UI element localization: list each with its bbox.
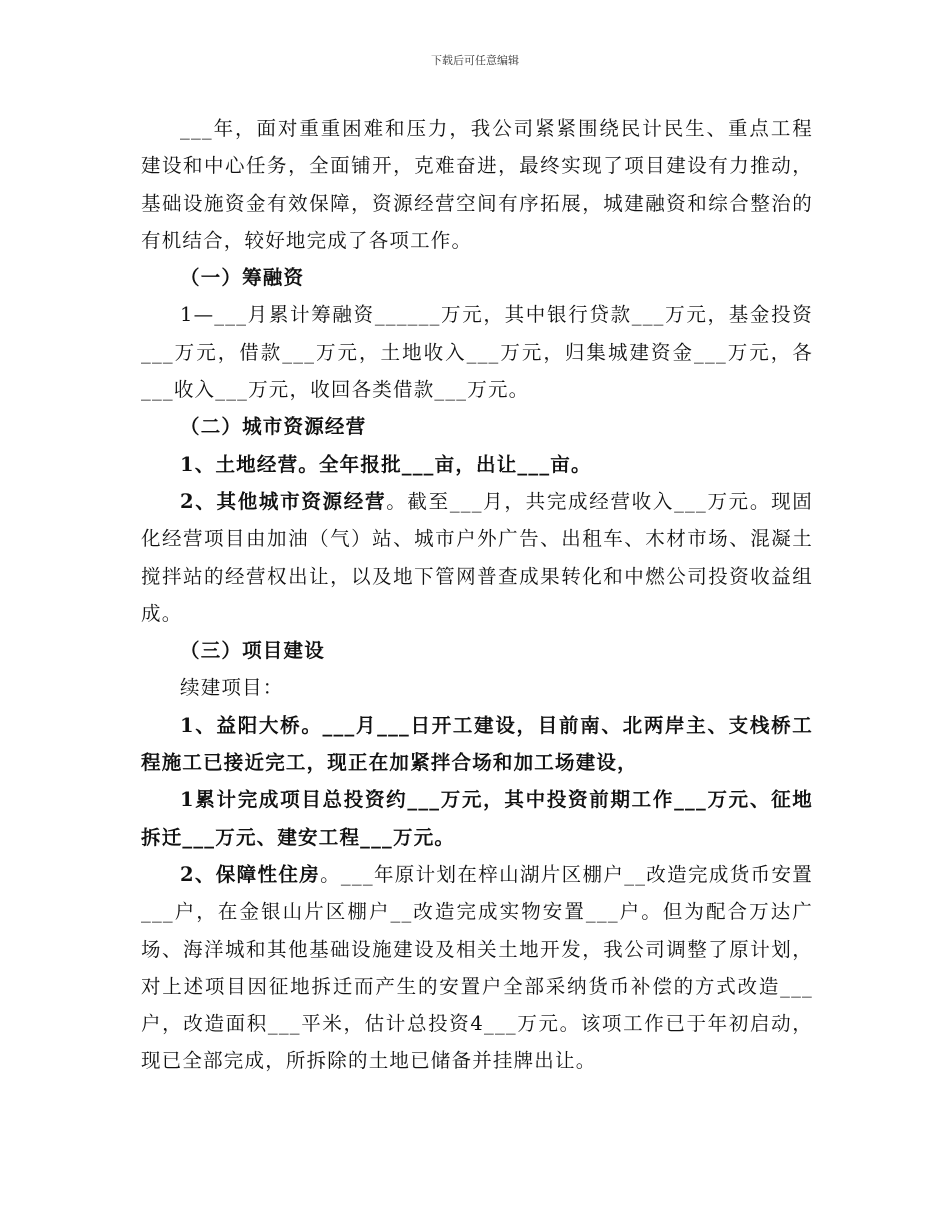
paragraph-affordable-housing [141, 856, 813, 1080]
page-header-note: 下载后可任意编辑 [431, 54, 519, 67]
paragraph-bridge-investment: 1累计完成项目总投资约___万元，其中投资前期工作___万元、征地拆迁___万元、建安工程___万元。 [141, 788, 813, 849]
affordable-housing-text: 。___年原计划在梓山湖片区棚户__改造完成货币安置___户，在金银山片区棚户__改造完成实物安置___户。但为配合万达广场、海洋城和其他基础设施建设及相关土地开发，我公司调整了原计划，对上述项目因征地拆迁而产生的安置户全部采纳货币补偿的方式改造___户，改造面积___平米，估计总投资4___万元。该项工作已于年初启动，现已全部完成，所拆除的土地已储备并挂牌出让。 [141, 862, 814, 1073]
paragraph-continuing-projects: 续建项目： [180, 676, 284, 700]
paragraph-financing: 1—___月累计筹融资______万元，其中银行贷款___万元，基金投资___万元，借款___万元，土地收入___万元，归集城建资金___万元，各___收入___万元，收回各类借款___万元。 [141, 303, 813, 402]
paragraph-other-resources [141, 483, 813, 632]
paragraph-yiyang-bridge: 1、益阳大桥。___月___日开工建设，目前南、北两岸主、支栈桥工程施工已接近完工，现正在加紧拌合场和加工场建设， [141, 713, 813, 775]
affordable-housing-title: 2、保障性住房 [180, 862, 321, 886]
other-resources-title: 2、其他城市资源经营 [180, 489, 387, 513]
paragraph-land-management: 1、土地经营。全年报批___亩，出让___亩。 [180, 452, 592, 476]
section-heading-financing: （一）筹融资 [180, 266, 305, 290]
section-heading-projects: （三）项目建设 [180, 639, 325, 663]
section-heading-resources: （二）城市资源经营 [180, 415, 367, 439]
paragraph-intro: ___年，面对重重困难和压力，我公司紧紧围绕民计民生、重点工程建设和中心任务，全面铺开，克难奋进，最终实现了项目建设有力推动，基础设施资金有效保障，资源经营空间有序拓展，城建融资和综合整治的有机结合，较好地完成了各项工作。 [141, 117, 813, 252]
document-body [141, 110, 813, 1080]
other-resources-text: 。截至___月，共完成经营收入___万元。现固化经营项目由加油（气）站、城市户外广告、出租车、木材市场、混凝土搅拌站的经营权出让，以及地下管网普查成果转化和中燃公司投资收益组成。 [141, 489, 813, 625]
